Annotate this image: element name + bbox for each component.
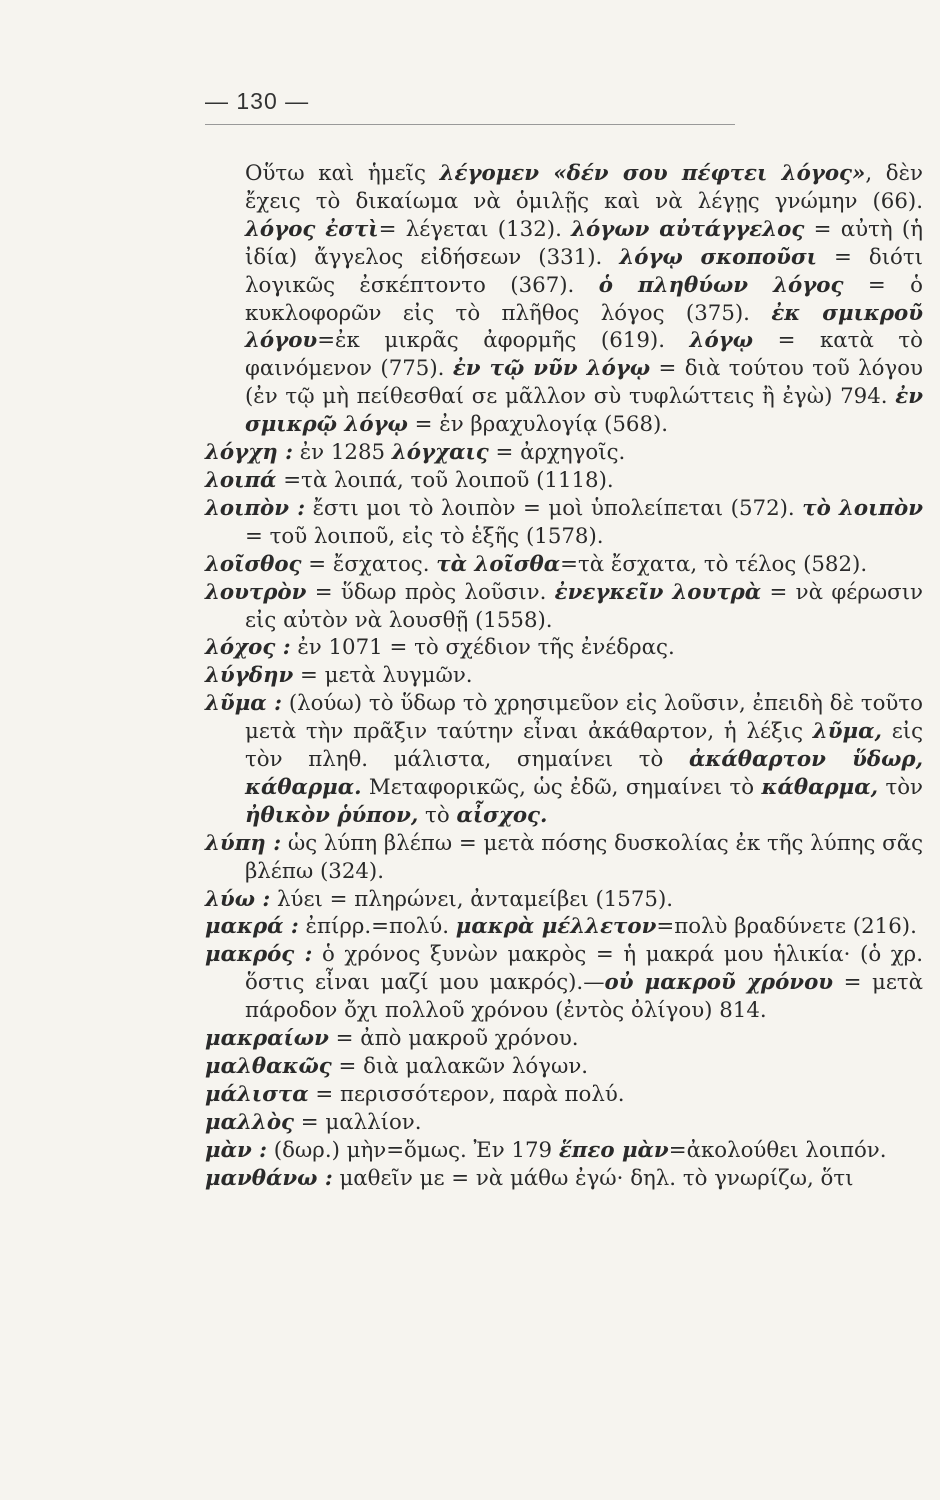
definition-text: = αὐτὴ (ἡ ἰδία) ἄγγελος εἰδήσεων (331). xyxy=(245,216,923,270)
term: ὁ πληθύων λόγος xyxy=(598,272,844,298)
glossary-entry xyxy=(205,439,923,467)
definition-text: = ἔσχατος. xyxy=(301,551,437,577)
definition-text: Οὕτω καὶ ἡμεῖς xyxy=(245,161,440,186)
definition-text: =ἐκ μικρᾶς ἀφορμῆς (619). xyxy=(317,328,690,354)
term: λόγῳ xyxy=(689,328,754,354)
glossary-entry xyxy=(205,1165,923,1193)
glossary-entry xyxy=(205,886,923,914)
term: τὰ λοῖσθα xyxy=(436,551,561,577)
definition-text: = διὰ μαλακῶν λόγων. xyxy=(331,1054,589,1079)
term: λόγων αὐτάγγελος xyxy=(571,216,805,242)
definition-text: = περισσότερον, παρὰ πολύ. xyxy=(308,1081,625,1107)
term: κάθαρμα, xyxy=(761,774,879,800)
definition-text: (λούω) τὸ ὕδωρ τὸ χρησιμεῦον εἰς λοῦσιν, ἐπειδὴ δὲ τοῦτο μετὰ τὴν πρᾶξιν ταύτην εἶναι ἀκάθαρτον, ἡ λέξις xyxy=(245,691,923,745)
definition-text: = διότι λογικῶς ἐσκέπτοντο (367). xyxy=(245,244,924,298)
term: λουτρὸν xyxy=(205,579,307,605)
term: μανθάνω : xyxy=(205,1165,333,1191)
glossary-entry xyxy=(205,1025,923,1053)
definition-text: ἐν 1285 xyxy=(292,440,392,466)
term: λῦμα, xyxy=(812,719,882,745)
definition-text: = ἀπὸ μακροῦ χρόνου. xyxy=(328,1026,579,1052)
definition-text: = κατὰ τὸ φαινόμενον (775). xyxy=(245,328,923,382)
term: αἶσχος. xyxy=(456,802,548,828)
definition-text: τὸ xyxy=(418,802,457,828)
glossary-entry xyxy=(205,830,923,886)
definition-text: = ὕδωρ πρὸς λοῦσιν. xyxy=(306,579,555,605)
glossary-text xyxy=(205,160,923,1193)
definition-text: = ἀρχηγοῖς. xyxy=(488,440,626,466)
term: ἐν τῷ νῦν λόγῳ xyxy=(452,356,651,382)
definition-text: τὸν xyxy=(878,774,923,800)
glossary-entry xyxy=(205,495,923,551)
glossary-entry xyxy=(205,941,923,1025)
glossary-entry xyxy=(205,690,923,830)
term: οὐ μακροῦ χρόνου xyxy=(604,970,834,996)
term: ἕπεο μὰν xyxy=(558,1137,669,1163)
definition-text: = νὰ φέρωσιν εἰς αὐτὸν νὰ λουσθῇ (1558). xyxy=(245,579,923,633)
term: μακρά : xyxy=(205,914,299,940)
glossary-entry xyxy=(205,662,923,690)
term: λύω : xyxy=(205,886,271,912)
glossary-entry xyxy=(205,1053,923,1081)
glossary-entry xyxy=(205,1081,923,1109)
definition-text: = ὁ κυκλοφορῶν εἰς τὸ πλῆθος λόγος (375). xyxy=(245,272,923,326)
continuation-paragraph xyxy=(205,160,923,439)
definition-text: εἰς τὸν πληθ. μάλιστα, σημαίνει τὸ xyxy=(245,719,923,773)
definition-text: Μεταφορικῶς, ὡς ἐδῶ, σημαίνει τὸ xyxy=(361,774,762,800)
term: μακραίων xyxy=(205,1026,329,1052)
definition-text: = διὰ τούτου τοῦ λόγου (ἐν τῷ μὴ πείθεσθαί σε μᾶλλον σὺ τυφλώττεις ἢ ἐγὼ) 794. xyxy=(245,356,923,410)
term: λέγομεν «δέν σου πέφτει λόγος» xyxy=(439,161,866,186)
term: μακρὰ μέλλετον xyxy=(455,914,657,940)
glossary-entry xyxy=(205,1137,923,1165)
definition-text: ἐπίρρ.=πολύ. xyxy=(298,914,456,940)
glossary-entry xyxy=(205,634,923,662)
definition-text: = μαλλίον. xyxy=(294,1109,422,1135)
definition-text: = τοῦ λοιποῦ, εἰς τὸ ἑξῆς (1578). xyxy=(245,523,604,549)
definition-text: ὁ χρόνος ξυνὼν μακρὸς = ἡ μακρά μου ἡλικία· (ὁ χρ. ὅστις εἶναι μαζί μου μακρός).— xyxy=(245,942,923,996)
term: λόχος : xyxy=(205,635,291,661)
definition-text: μαθεῖν με = νὰ μάθω ἐγώ· δηλ. τὸ γνωρίζω, ὅτι xyxy=(332,1165,854,1191)
term: τὸ λοιπὸν xyxy=(802,495,923,521)
definition-text: λύει = πληρώνει, ἀνταμείβει (1575). xyxy=(270,886,674,912)
glossary-entry xyxy=(205,467,923,495)
glossary-entry xyxy=(205,913,923,941)
term: λόγχαις xyxy=(391,440,489,466)
term: μάλιστα xyxy=(205,1081,309,1107)
definition-text: = μετὰ λυγμῶν. xyxy=(293,663,473,689)
glossary-entry xyxy=(205,1109,923,1137)
definition-text: = λέγεται (132). xyxy=(378,216,572,242)
term: ἐνεγκεῖν λουτρὰ xyxy=(554,579,762,605)
page-number-header: — 130 — xyxy=(205,88,310,114)
glossary-entry xyxy=(205,551,923,579)
term: λοῖσθος xyxy=(205,551,302,577)
definition-text: =πολὺ βραδύνετε (216). xyxy=(656,914,917,940)
term: λόγχη : xyxy=(205,440,293,466)
term: ἐν σμικρῷ λόγῳ xyxy=(245,384,923,438)
definition-text: (δωρ.) μὴν=ὅμως. Ἐν 179 xyxy=(267,1137,559,1163)
term: λοιπά xyxy=(205,467,277,493)
term: λύγδην xyxy=(205,663,294,689)
term: ἀκάθαρτον ὕδωρ, κάθαρμα. xyxy=(245,747,923,800)
term: λόγῳ σκοποῦσι xyxy=(619,244,817,270)
glossary-entry xyxy=(205,579,923,635)
header-rule xyxy=(205,124,735,125)
term: λόγος ἐστὶ xyxy=(245,216,379,242)
definition-text: = ἐν βραχυλογίᾳ (568). xyxy=(407,412,669,438)
term: λοιπὸν : xyxy=(205,495,306,521)
term: λύπη : xyxy=(205,830,282,856)
definition-text: =τὰ ἔσχατα, τὸ τέλος (582). xyxy=(560,551,868,577)
term: μὰν : xyxy=(205,1137,268,1163)
definition-text: ἔστι μοι τὸ λοιπὸν = μοὶ ὑπολείπεται (572). xyxy=(305,495,803,521)
definition-text: ἐν 1071 = τὸ σχέδιον τῆς ἐνέδρας. xyxy=(290,635,675,661)
definition-text: =τὰ λοιπά, τοῦ λοιποῦ (1118). xyxy=(276,467,614,493)
term: μακρός : xyxy=(205,942,313,968)
definition-text: =ἀκολούθει λοιπόν. xyxy=(668,1137,887,1163)
definition-text: ὡς λύπη βλέπω = μετὰ πόσης δυσκολίας ἐκ τῆς λύπης σᾶς βλέπω (324). xyxy=(245,830,924,884)
definition-text: = μετὰ πάροδον ὄχι πολλοῦ χρόνου (ἐντὸς ὀλίγου) 814. xyxy=(245,970,924,1024)
definition-text: , δὲν ἔχεις τὸ δικαίωμα νὰ ὁμιλῇς καὶ νὰ λέγῃς γνώμην (66). xyxy=(245,161,923,214)
term: ἠθικὸν ῥύπον, xyxy=(245,802,419,828)
term: ἐκ σμικροῦ λόγου xyxy=(245,300,923,354)
term: μαλλὸς xyxy=(205,1109,295,1135)
term: μαλθακῶς xyxy=(205,1054,332,1079)
term: λῦμα : xyxy=(205,691,283,717)
